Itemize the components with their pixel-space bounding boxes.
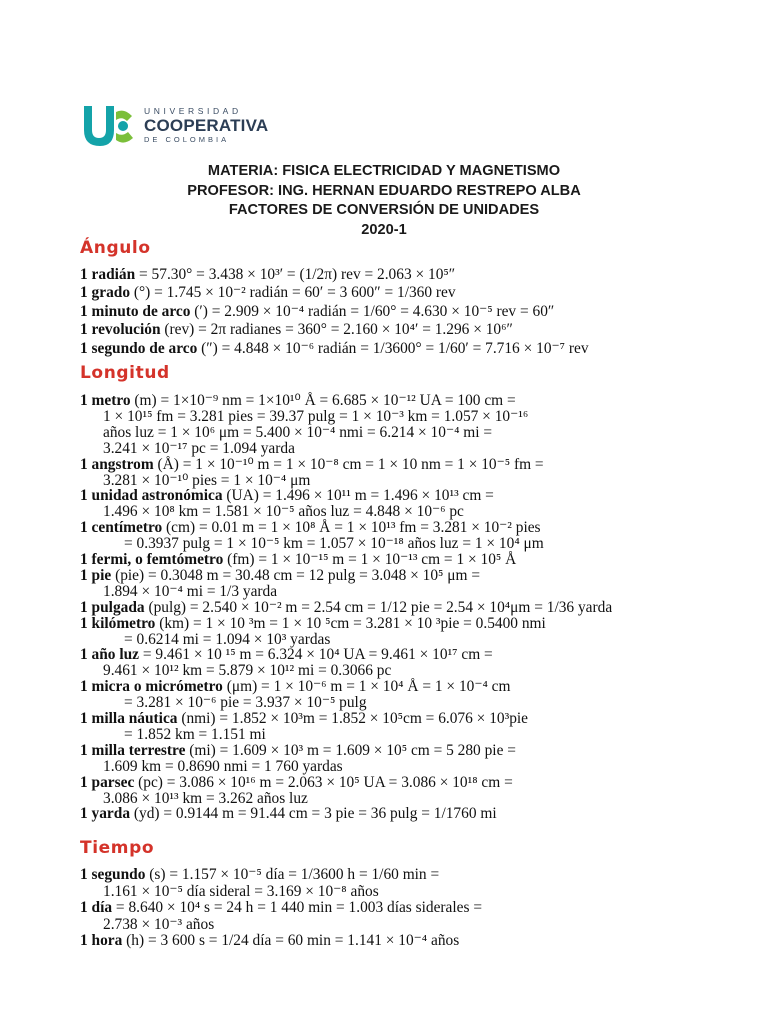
unit-equivalence: = 9.461 × 10 ¹⁵ m = 6.324 × 10⁴ UA = 9.461 × 10¹⁷ cm = — [139, 646, 493, 664]
unit-term: 1 año luz — [80, 646, 140, 664]
unit-equivalence: (pc) = 3.086 × 10¹⁶ m = 2.063 × 10⁵ UA = 3.086 × 10¹⁸ cm = — [134, 773, 513, 791]
unit-equivalence: (Å) = 1 × 10⁻¹⁰ m = 1 × 10⁻⁸ cm = 1 × 10 nm = 1 × 10⁻⁵ fm = — [153, 455, 544, 473]
unit-equivalence: (fm) = 1 × 10⁻¹⁵ m = 1 × 10⁻¹³ cm = 1 × 10⁵ Å — [223, 551, 517, 568]
unit-equivalence: (mi) = 1.609 × 10³ m = 1.609 × 10⁵ cm = 5 280 pie = — [185, 741, 516, 759]
tiempo-line — [80, 866, 439, 884]
unit-term: 1 pie — [80, 566, 112, 584]
unit-term: 1 segundo — [80, 866, 146, 883]
unit-term: 1 grado — [80, 284, 131, 302]
unit-term: 1 parsec — [80, 773, 135, 791]
continuation-line: 1 × 10¹⁵ fm = 3.281 pies = 39.37 pulg = 1 × 10⁻³ km = 1.057 × 10⁻¹⁶ — [103, 407, 529, 425]
continuation-line: 1.161 × 10⁻⁵ día sideral = 3.169 × 10⁻⁸ años — [103, 882, 379, 900]
continuation-line: 2.738 × 10⁻³ años — [103, 915, 215, 933]
uc-logo-icon — [80, 100, 136, 152]
course-title: MATERIA: FISICA ELECTRICIDAD Y MAGNETISMO — [207, 163, 561, 179]
unit-term: 1 kilómetro — [80, 614, 156, 632]
unit-equivalence: (pulg) = 2.540 × 10⁻² m = 2.54 cm = 1/12 pie = 2.54 × 10⁴μm = 1/36 yarda — [144, 598, 613, 616]
section-title-longitud: Longitud — [80, 363, 170, 383]
unit-equivalence: = 57.30° = 3.438 × 10³′ = (1/2π) rev = 2.063 × 10⁵″ — [135, 266, 456, 283]
unit-equivalence: (″) = 4.848 × 10⁻⁶ radián = 1/3600° = 1/60′ = 7.716 × 10⁻⁷ rev — [197, 339, 589, 357]
continuation-line: = 3.281 × 10⁻⁶ pie = 3.937 × 10⁻⁵ pulg — [124, 694, 367, 712]
angulo-line — [80, 340, 589, 358]
unit-term: 1 yarda — [80, 805, 131, 823]
period: 2020-1 — [361, 221, 407, 238]
section-title-tiempo: Tiempo — [80, 838, 155, 858]
unit-equivalence: (h) = 3 600 s = 1/24 día = 60 min = 1.141 × 10⁻⁴ años — [122, 932, 460, 950]
continuation-line: 9.461 × 10¹² km = 5.879 × 10¹² mi = 0.3066 pc — [103, 662, 392, 680]
unit-equivalence: (UA) = 1.496 × 10¹¹ m = 1.496 × 10¹³ cm = — [222, 487, 494, 505]
tiempo-line — [80, 899, 482, 917]
logo-line-1: UNIVERSIDAD — [144, 106, 242, 116]
unit-term: 1 radián — [80, 266, 136, 283]
angulo-line — [80, 303, 554, 321]
unit-term: 1 angstrom — [80, 455, 154, 473]
angulo-line — [80, 284, 456, 302]
continuation-line: 3.281 × 10⁻¹⁰ pies = 1 × 10⁻⁴ μm — [103, 471, 311, 489]
unit-term: 1 día — [80, 899, 113, 917]
continuation-line: 1.496 × 10⁸ km = 1.581 × 10⁻⁵ años luz = 4.848 × 10⁻⁶ pc — [103, 503, 464, 521]
unit-equivalence: (pie) = 0.3048 m = 30.48 cm = 12 pulg = 3.048 × 10⁵ μm = — [111, 566, 481, 584]
document-header — [0, 162, 768, 240]
continuation-line: años luz = 1 × 10⁶ μm = 5.400 × 10⁻⁴ nmi = 6.214 × 10⁻⁴ mi = — [103, 423, 493, 441]
logo-line-3: DE COLOMBIA — [144, 135, 230, 144]
unit-term: 1 metro — [80, 392, 131, 409]
unit-equivalence: (μm) = 1 × 10⁻⁶ m = 1 × 10⁴ Å = 1 × 10⁻⁴ cm — [222, 678, 511, 696]
document-title: FACTORES DE CONVERSIÓN DE UNIDADES — [228, 202, 540, 218]
unit-term: 1 centímetro — [80, 519, 163, 537]
unit-equivalence: (yd) = 0.9144 m = 91.44 cm = 3 pie = 36 pulg = 1/1760 mi — [130, 805, 497, 823]
university-logo — [80, 100, 270, 152]
unit-equivalence: (nmi) = 1.852 × 10³m = 1.852 × 10⁵cm = 6.076 × 10³pie — [177, 710, 529, 727]
unit-equivalence: (rev) = 2π radianes = 360° = 2.160 × 10⁴′ = 1.296 × 10⁶″ — [160, 321, 513, 339]
unit-term: 1 milla terrestre — [80, 741, 186, 759]
unit-term: 1 unidad astronómica — [80, 487, 223, 505]
continuation-line: = 0.6214 mi = 1.094 × 10³ yardas — [124, 630, 331, 648]
unit-term: 1 micra o micrómetro — [80, 678, 223, 696]
unit-term: 1 pulgada — [80, 598, 145, 616]
longitud-line — [80, 805, 497, 823]
unit-equivalence: (m) = 1×10⁻⁹ nm = 1×10¹⁰ Å = 6.685 × 10⁻¹² UA = 100 cm = — [130, 392, 516, 409]
unit-equivalence: (km) = 1 × 10 ³m = 1 × 10 ⁵cm = 3.281 × 10 ³pie = 0.5400 nmi — [155, 614, 546, 632]
unit-equivalence: = 8.640 × 10⁴ s = 24 h = 1 440 min = 1.003 días siderales = — [112, 899, 483, 917]
unit-equivalence: (cm) = 0.01 m = 1 × 10⁸ Å = 1 × 10¹³ fm = 3.281 × 10⁻² pies — [162, 519, 541, 537]
unit-equivalence: (′) = 2.909 × 10⁻⁴ radián = 1/60° = 4.630 × 10⁻⁵ rev = 60″ — [190, 302, 555, 320]
continuation-line: = 0.3937 pulg = 1 × 10⁻⁵ km = 1.057 × 10⁻¹⁸ años luz = 1 × 10⁴ μm — [124, 535, 544, 553]
continuation-line: 1.894 × 10⁻⁴ mi = 1/3 yarda — [103, 582, 278, 600]
angulo-line — [80, 321, 513, 339]
unit-term: 1 hora — [80, 932, 123, 950]
unit-term: 1 milla náutica — [80, 710, 178, 727]
angulo-line — [80, 266, 455, 284]
continuation-line: 1.609 km = 0.8690 nmi = 1 760 yardas — [103, 757, 343, 775]
unit-term: 1 segundo de arco — [80, 339, 198, 357]
unit-equivalence: (s) = 1.157 × 10⁻⁵ día = 1/3600 h = 1/60 min = — [145, 866, 440, 883]
section-title-angulo: Ángulo — [80, 238, 151, 258]
continuation-line: 3.086 × 10¹³ km = 3.262 años luz — [103, 789, 308, 807]
logo-line-2: COOPERATIVA — [144, 116, 269, 135]
unit-term: 1 revolución — [80, 321, 161, 339]
tiempo-line — [80, 932, 459, 950]
unit-equivalence: (°) = 1.745 × 10⁻² radián = 60′ = 3 600″ = 1/360 rev — [130, 284, 456, 302]
professor-name: PROFESOR: ING. HERNAN EDUARDO RESTREPO ALBA — [187, 182, 581, 199]
unit-term: 1 minuto de arco — [80, 302, 191, 320]
logo-text — [144, 106, 268, 144]
continuation-line: = 1.852 km = 1.151 mi — [124, 725, 266, 743]
unit-term: 1 fermi, o femtómetro — [80, 551, 224, 568]
continuation-line: 3.241 × 10⁻¹⁷ pc = 1.094 yarda — [103, 439, 295, 457]
